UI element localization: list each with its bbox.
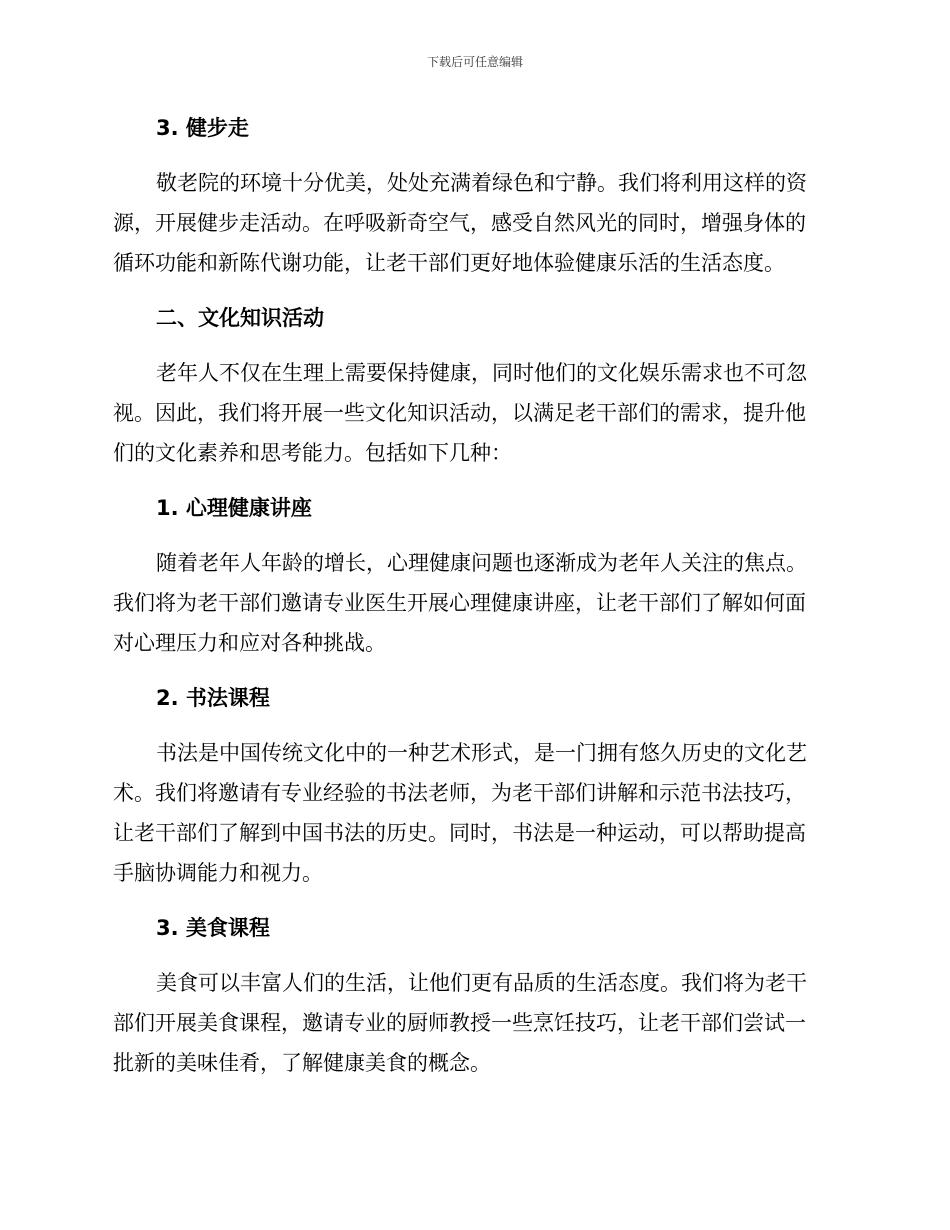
paragraph-line: 随着老年人年龄的增长，心理健康问题也逐渐成为老年人关注的焦点。 <box>156 551 807 575</box>
section-heading: 1. 心理健康讲座 <box>156 496 312 520</box>
paragraph-line: 部们开展美食课程，邀请专业的厨师教授一些烹饪技巧，让老干部们尝试一 <box>113 1011 806 1035</box>
paragraph <box>113 733 833 893</box>
section-heading: 3. 美食课程 <box>156 916 270 940</box>
paragraph <box>113 963 833 1083</box>
paragraph-line: 手脑协调能力和视力。 <box>113 861 323 885</box>
document-body <box>113 108 833 1098</box>
paragraph-line: 术。我们将邀请有专业经验的书法老师，为老干部们讲解和示范书法技巧， <box>113 781 806 805</box>
paragraph-line: 们的文化素养和思考能力。包括如下几种： <box>113 441 512 465</box>
paragraph-line: 书法是中国传统文化中的一种艺术形式，是一门拥有悠久历史的文化艺 <box>156 741 807 765</box>
paragraph-line: 敬老院的环境十分优美，处处充满着绿色和宁静。我们将利用这样的资 <box>156 171 807 195</box>
section-heading: 二、文化知识活动 <box>156 306 324 330</box>
paragraph-line: 让老干部们了解到中国书法的历史。同时，书法是一种运动，可以帮助提高 <box>113 821 806 845</box>
paragraph-line: 老年人不仅在生理上需要保持健康，同时他们的文化娱乐需求也不可忽 <box>156 361 807 385</box>
section-heading: 2. 书法课程 <box>156 686 270 710</box>
paragraph-line: 视。因此，我们将开展一些文化知识活动，以满足老干部们的需求，提升他 <box>113 401 806 425</box>
paragraph-line: 源，开展健步走活动。在呼吸新奇空气，感受自然风光的同时，增强身体的 <box>113 211 806 235</box>
paragraph-line: 批新的美味佳肴，了解健康美食的概念。 <box>113 1051 491 1075</box>
paragraph-line: 美食可以丰富人们的生活，让他们更有品质的生活态度。我们将为老干 <box>156 971 807 995</box>
paragraph <box>113 353 833 473</box>
page-header-note: 下载后可任意编辑 <box>426 55 523 69</box>
paragraph <box>113 543 833 663</box>
paragraph-line: 循环功能和新陈代谢功能，让老干部们更好地体验健康乐活的生活态度。 <box>113 251 785 275</box>
paragraph-line: 我们将为老干部们邀请专业医生开展心理健康讲座，让老干部们了解如何面 <box>113 591 806 615</box>
paragraph-line: 对心理压力和应对各种挑战。 <box>113 631 386 655</box>
paragraph <box>113 163 833 283</box>
section-heading: 3. 健步走 <box>156 116 249 140</box>
